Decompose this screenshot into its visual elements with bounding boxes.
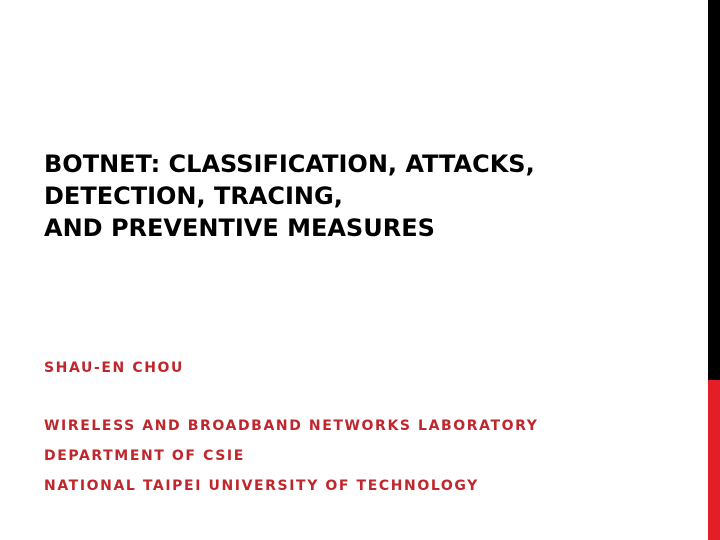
affiliation-lab: WIRELESS AND BROADBAND NETWORKS LABORATORY [44, 418, 539, 434]
title-line-2: DETECTION, TRACING, [44, 182, 343, 210]
accent-bar-red [708, 380, 720, 540]
title-line-3: AND PREVENTIVE MEASURES [44, 214, 435, 242]
affiliation-department: DEPARTMENT OF CSIE [44, 448, 245, 464]
affiliation-university: NATIONAL TAIPEI UNIVERSITY OF TECHNOLOGY [44, 478, 479, 494]
slide-title [44, 148, 684, 244]
author-name: SHAU-EN CHOU [44, 360, 184, 376]
title-line-1: BOTNET: CLASSIFICATION, ATTACKS, [44, 150, 535, 178]
accent-bar-black [708, 0, 720, 380]
